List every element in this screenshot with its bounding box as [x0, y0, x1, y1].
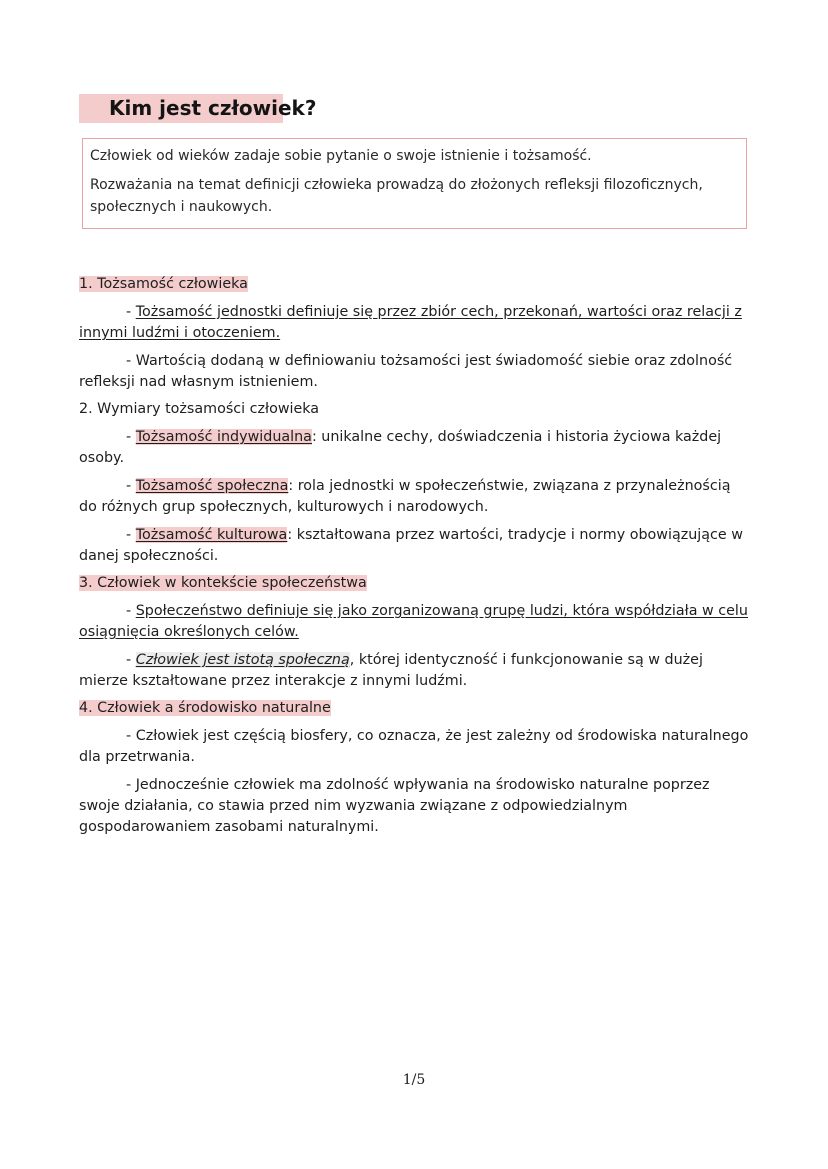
section-heading-2: 2. Wymiary tożsamości człowieka [79, 401, 320, 417]
list-item: - Człowiek jest istotą społeczną, której identyczność i funkcjonowanie są w dużej mierze kształtowane przez interakcje z innymi ludźmi. [79, 652, 703, 689]
list-item: - Człowiek jest częścią biosfery, co oznacza, że jest zależny od środowiska naturalnego dla przetrwania. [79, 728, 749, 765]
term-highlight: Człowiek jest istotą społeczną [135, 652, 350, 668]
list-item: - Tożsamość społeczna: rola jednostki w społeczeństwie, związana z przynależnością do różnych grup społecznych, kulturowych i narodowych. [79, 478, 731, 515]
page-title: Kim jest człowiek? [79, 94, 283, 123]
list-item: - Społeczeństwo definiuje się jako zorganizowaną grupę ludzi, która współdziała w celu osiągnięcia określonych celów. [79, 603, 748, 640]
section-heading-4: 4. Człowiek a środowisko naturalne [79, 700, 331, 716]
section-heading-3: 3. Człowiek w kontekście społeczeństwa [79, 575, 367, 591]
list-item: - Jednocześnie człowiek ma zdolność wpływania na środowisko naturalne poprzez swoje działania, co stawia przed nim wyzwania związane z odpowiedzialnym gospodarowaniem zasobami naturalnymi. [79, 777, 710, 835]
term-highlight: Tożsamość społeczna [135, 478, 289, 494]
term-highlight: Tożsamość kulturowa [135, 527, 288, 543]
intro-line-1: Człowiek od wieków zadaje sobie pytanie o swoje istnienie i tożsamość. [90, 148, 592, 164]
list-item: - Tożsamość jednostki definiuje się przez zbiór cech, przekonań, wartości oraz relacji z innymi ludźmi i otoczeniem. [79, 304, 742, 341]
list-item: - Wartością dodaną w definiowaniu tożsamości jest świadomość siebie oraz zdolność refleksji nad własnym istnieniem. [79, 353, 733, 390]
notes-content [79, 274, 749, 838]
section-heading-1: 1. Tożsamość człowieka [79, 276, 248, 292]
intro-box [82, 138, 747, 229]
intro-line-2: Rozważania na temat definicji człowieka prowadzą do złożonych refleksji filozoficznych, społecznych i naukowych. [90, 177, 703, 215]
page-number: 1/5 [402, 1072, 426, 1088]
list-item: - Tożsamość indywidualna: unikalne cechy, doświadczenia i historia życiowa każdej osoby. [79, 429, 722, 466]
term-highlight: Tożsamość indywidualna [135, 429, 312, 445]
list-item: - Tożsamość kulturowa: kształtowana przez wartości, tradycje i normy obowiązujące w danej społeczności. [79, 527, 743, 564]
